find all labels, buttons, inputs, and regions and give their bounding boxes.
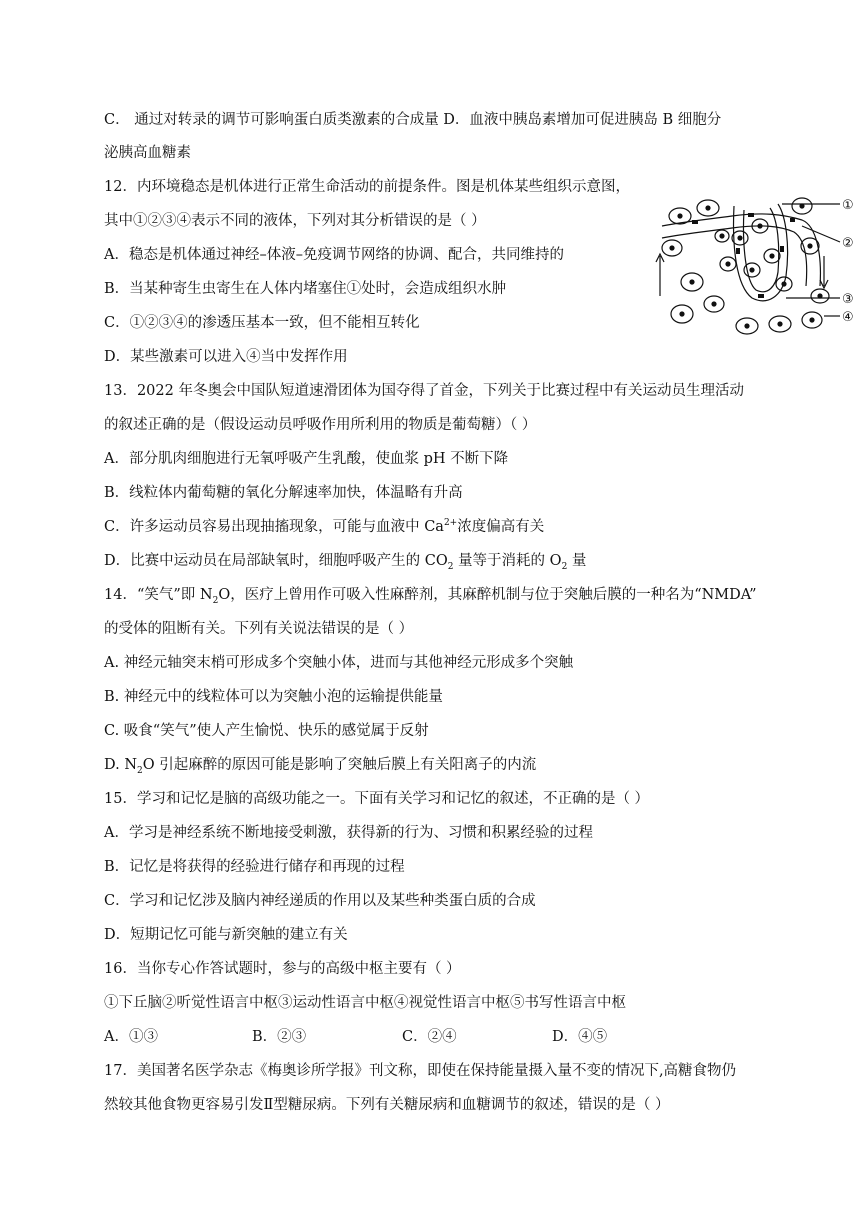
q17-stem-line1: 17．美国著名医学杂志《梅奥诊所学报》刊文称，即使在保持能量摄入量不变的情况下,高糖食物仍	[104, 1063, 737, 1079]
q12-option-b: B．当某种寄生虫寄生在人体内堵塞住①处时，会造成组织水肿	[104, 281, 507, 297]
fig-label-2: ②	[842, 236, 854, 251]
fig-label-4: ④	[842, 310, 854, 325]
q15-option-c: C．学习和记忆涉及脑内神经递质的作用以及某些种类蛋白质的合成	[104, 893, 536, 909]
q16-option-d: D．④⑤	[552, 1029, 608, 1045]
q14-stem-line1: 14．“笑气”即 $N_2O$，医疗上曾用作可吸入性麻醉剂，其麻醉机制与位于突触后膜的一种名为“NMDA”	[104, 587, 757, 606]
q15-option-a: A．学习是神经系统不断地接受刺激，获得新的行为、习惯和积累经验的过程	[104, 825, 593, 841]
q12-option-c: C．①②③④的渗透压基本一致，但不能相互转化	[104, 315, 420, 331]
q12-option-d: D．某些激素可以进入④当中发挥作用	[104, 349, 348, 365]
q16-option-a: A．①③	[104, 1029, 158, 1045]
q13-option-b: B．线粒体内葡萄糖的氧化分解速率加快，体温略有升高	[104, 485, 463, 501]
q15-option-d: D．短期记忆可能与新突触的建立有关	[104, 927, 348, 943]
q15-stem: 15．学习和记忆是脑的高级功能之一。下面有关学习和记忆的叙述，不正确的是（ ）	[104, 791, 650, 807]
q13-option-d: D．比赛中运动员在局部缺氧时，细胞呼吸产生的 $CO_2$ 量等于消耗的 $O_2$ 量	[104, 553, 587, 572]
q16-list: ①下丘脑②听觉性语言中枢③运动性语言中枢④视觉性语言中枢⑤书写性语言中枢	[104, 995, 626, 1011]
q14-option-a: A. 神经元轴突末梢可形成多个突触小体，进而与其他神经元形成多个突触	[104, 655, 574, 671]
q14-option-d: D. $N_2O$ 引起麻醉的原因可能是影响了突触后膜上有关阳离子的内流	[104, 757, 537, 776]
q16-option-c: C．②④	[402, 1029, 457, 1045]
q13-option-a: A．部分肌肉细胞进行无氧呼吸产生乳酸，使血浆 pH 不断下降	[104, 451, 509, 467]
q15-option-b: B．记忆是将获得的经验进行储存和再现的过程	[104, 859, 405, 875]
q14-stem-line2: 的受体的阻断有关。下列有关说法错误的是（ ）	[104, 621, 414, 637]
q11-option-cd: C． 通过对转录的调节可影响蛋白质类激素的合成量 D．血液中胰岛素增加可促进胰岛 B 细胞分	[104, 112, 722, 128]
q13-option-c: C．许多运动员容易出现抽搐现象，可能与血液中 $Ca^{2+}$浓度偏高有关	[104, 518, 545, 535]
fig-label-3: ③	[842, 292, 854, 307]
q13-stem-line1: 13．2022 年冬奥会中国队短道速滑团体为国夺得了首金，下列关于比赛过程中有关运动员生理活动	[104, 383, 744, 399]
q12-option-a: A．稳态是机体通过神经–体液–免疫调节网络的协调、配合，共同维持的	[104, 247, 564, 263]
q17-stem-line2: 然较其他食物更容易引发Ⅱ型糖尿病。下列有关糖尿病和血糖调节的叙述，错误的是（ ）	[104, 1097, 670, 1113]
q16-option-b: B．②③	[252, 1029, 307, 1045]
fig-label-1: ①	[842, 198, 854, 213]
q14-option-c: C. 吸食“笑气”使人产生愉悦、快乐的感觉属于反射	[104, 723, 429, 739]
q12-stem-line2: 其中①②③④表示不同的液体，下列对其分析错误的是（ ）	[104, 213, 486, 229]
q16-stem: 16．当你专心作答试题时，参与的高级中枢主要有（ ）	[104, 961, 461, 977]
q14-option-b: B. 神经元中的线粒体可以为突触小泡的运输提供能量	[104, 689, 443, 705]
tissue-diagram	[652, 186, 860, 344]
q13-stem-line2: 的叙述正确的是（假设运动员呼吸作用所利用的物质是葡萄糖）（ ）	[104, 417, 537, 433]
q12-stem-line1: 12．内环境稳态是机体进行正常生命活动的前提条件。图是机体某些组织示意图，	[104, 179, 630, 195]
q11-option-d-cont: 泌胰高血糖素	[104, 145, 191, 161]
